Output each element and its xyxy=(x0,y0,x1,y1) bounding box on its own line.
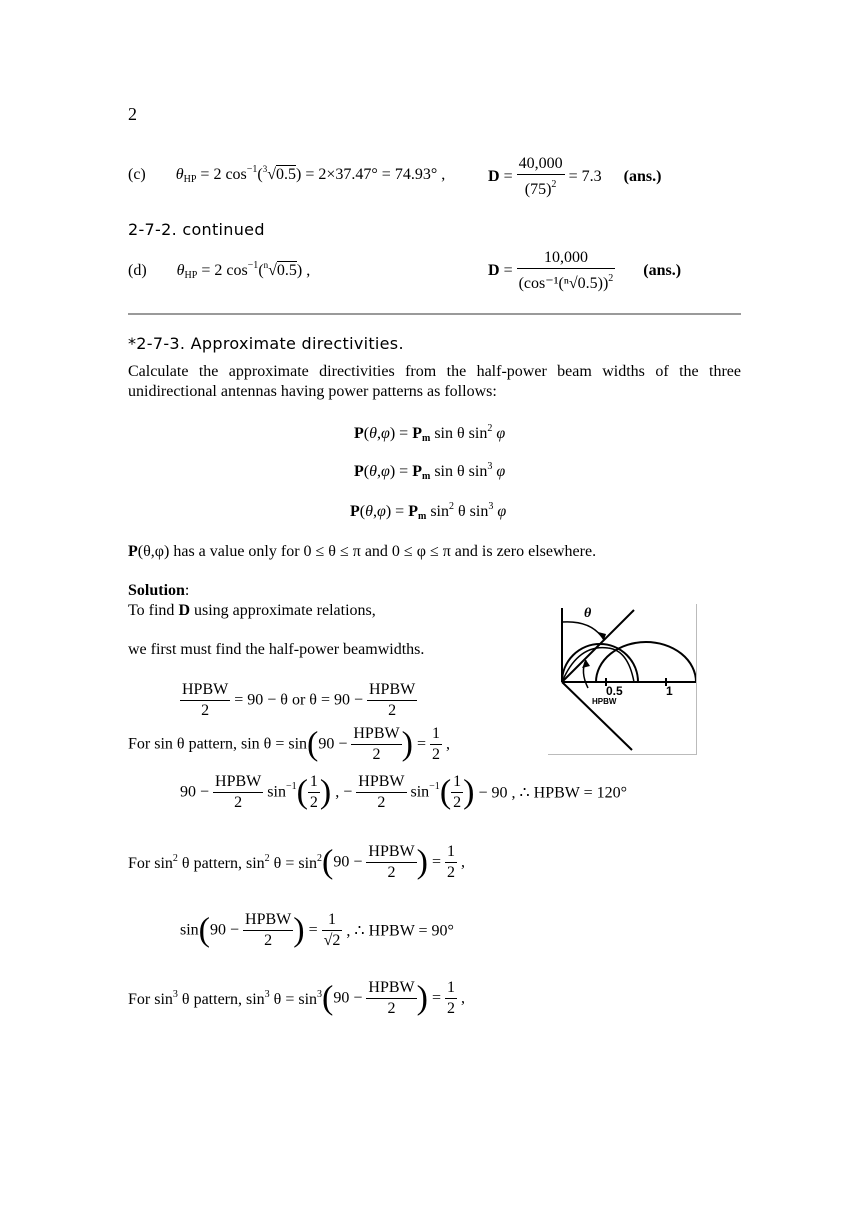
part-d-equation: (d) $\theta_{HP} = 2$ $\cos^{-1}(^n√0.5)$ , xyxy=(128,260,311,281)
tick-label-05: 0.5 xyxy=(606,684,623,698)
sin2-pattern-line: For $\sin^2 \theta$ pattern, $\sin^2 \theta = \sin^2(90$ − $\frac{\text{HPBW}}{2}$ ) = $\frac{1}{2}$ , xyxy=(128,843,465,881)
sin3-pattern-line: For $\sin^3 \theta$ pattern, $\sin^3 \theta = \sin^3(90$ − $\frac{\text{HPBW}}{2}$ ) = $\frac{1}{2}$ , xyxy=(128,979,465,1017)
problem-heading: *2-7-3. Approximate directivities. xyxy=(128,334,404,353)
tick-label-1: 1 xyxy=(666,684,673,698)
problem-text: Calculate the approximate directivities from the half-power beam widths of the three unidirectional antennas having power patterns as follows: xyxy=(128,363,741,400)
section-heading: 2-7-2. continued xyxy=(128,220,265,239)
part-d-directivity: D = $\frac{10,000}{(\cos^{-1}(^n√0.5))^2}$ (ans.) xyxy=(488,249,682,292)
sin-pattern-line: For sin θ pattern, sin θ = sin(90 − $\frac{\text{HPBW}}{2}$ ) = $\frac{1}{2}$ , xyxy=(128,725,450,763)
pattern-1: $P(\theta,\varphi) = P_m$ sin θ $\sin^2 \varphi$ xyxy=(354,423,506,444)
page-number: 2 xyxy=(128,104,137,124)
domain-statement: P(θ,φ) has a value only for 0 ≤ θ ≤ π and 0 ≤ φ ≤ π and is zero elsewhere. xyxy=(128,543,597,560)
pattern-3: $P(\theta,\varphi) = P_m$ $\sin^2 \theta$ $\sin^3 \varphi$ xyxy=(350,501,507,522)
part-c-directivity: D = $\frac{40,000}{(75)^2}$ = 7.3 (ans.) xyxy=(488,155,662,198)
solution-line-1: To find D using approximate relations, xyxy=(128,602,376,619)
pattern-figure xyxy=(548,604,697,755)
solution-label: Solution: xyxy=(128,582,190,599)
hpbw-relation: $\frac{\text{HPBW}}{2}$ = 90 − θ or θ = 90 − $\frac{\text{HPBW}}{2}$ xyxy=(182,681,416,719)
sin2-pattern-result: sin(90 − $\frac{\text{HPBW}}{2}$ ) = $\frac{1}{√2}$ , ∴ HPBW = 90° xyxy=(180,911,454,949)
ans-label: (ans.) xyxy=(623,168,662,185)
hpbw-label: HPBW xyxy=(592,697,617,706)
theta-label: θ xyxy=(584,606,592,621)
pattern-diagram xyxy=(548,604,696,754)
part-c-equation: (c) $\theta_{HP} = 2$ $\cos^{-1}(^3√0.5) = 2\times 37.47^\circ = 74.93^\circ$ , xyxy=(128,164,446,185)
solution-line-2: we first must find the half-power beamwidths. xyxy=(128,641,425,658)
sin-pattern-result: 90 − $\frac{\text{HPBW}}{2}$ $\sin^{-1}$( $\frac{1}{2}$ ) , − $\frac{\text{HPBW}}{2}$ $\sin^{-1}$( $\frac{1}{2}$ ) − 90 , ∴ HPBW = 120° xyxy=(180,773,628,811)
pattern-2: $P(\theta,\varphi) = P_m$ sin θ $\sin^3 \varphi$ xyxy=(354,461,506,482)
section-divider xyxy=(128,313,741,315)
